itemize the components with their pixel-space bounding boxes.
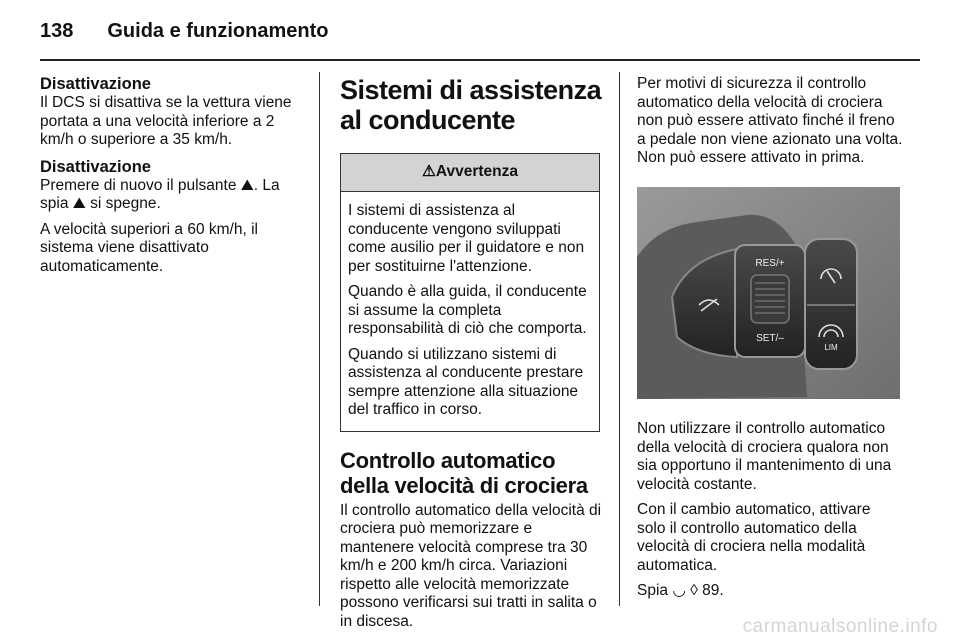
warning-header — [341, 154, 599, 192]
text-part-c: si spegne. — [90, 195, 161, 212]
text-part-b: . La spia — [40, 176, 280, 212]
hill-descent-icon: ⛰ — [240, 176, 254, 194]
page-header — [40, 14, 329, 48]
subheading-deactivation-2: Disattivazione — [40, 157, 151, 176]
warning-icon: ⚠ — [421, 163, 436, 181]
column-left — [40, 75, 306, 283]
page-reference-icon: ◊ — [690, 582, 698, 599]
column-divider-2 — [619, 72, 620, 606]
hill-descent-lamp-icon: ⛰ — [72, 195, 86, 212]
paragraph-indicator — [637, 582, 903, 601]
text-spia: Spia — [637, 582, 669, 599]
page-reference: 89. — [702, 582, 724, 599]
warning-paragraph-2: Quando è alla guida, il conducente si assume la completa responsabilità di ciò che comporta. — [348, 283, 587, 337]
column-right — [637, 75, 903, 608]
header-rule — [40, 59, 920, 61]
cruise-control-icon: ◡ — [672, 582, 686, 599]
res-label: RES/+ — [755, 257, 785, 269]
paragraph-safety: Per motivi di sicurezza il controllo automatico della velocità di crociera non può essere attivato finché il freno a pedale non viene azionato una volta. Non può essere attivato in prima. — [637, 75, 903, 166]
page-number: 138 — [40, 19, 74, 42]
section-title-cruise-control: Controllo automatico della velocità di crociera — [340, 447, 588, 498]
text-part-a: Premere di nuovo il pulsante — [40, 176, 237, 194]
section-title: Guida e funzionamento — [107, 19, 329, 42]
warning-body — [341, 192, 599, 431]
watermark: carmanualsonline.info — [742, 616, 938, 637]
paragraph-automatic-gearbox: Con il cambio automatico, attivare solo il controllo automatico della velocità di crociera nella modalità automatica. — [637, 501, 871, 574]
subheading-deactivation-1: Disattivazione — [40, 75, 151, 93]
paragraph-dcs-speed: Il DCS si disattiva se la vettura viene portata a una velocità inferiore a 2 km/h o superiore a 35 km/h. — [40, 94, 292, 148]
lim-label: LIM — [824, 342, 838, 352]
warning-paragraph-1: I sistemi di assistenza al conducente vengono sviluppati come ausilio per il guidatore e non per sostituirne l'attenzione. — [348, 202, 585, 275]
paragraph-constant-speed: Non utilizzare il controllo automatico della velocità di crociera qualora non sia opportuno il mantenimento di una velocità costante. — [637, 420, 892, 493]
chapter-title: Sistemi di assistenza al conducente — [340, 75, 602, 135]
column-divider-1 — [319, 72, 320, 606]
steering-wheel-controls-photo — [637, 187, 900, 399]
warning-label: Avvertenza — [435, 163, 519, 181]
set-label: SET/– — [756, 332, 784, 344]
paragraph-auto-deactivation: A velocità superiori a 60 km/h, il sistema viene disattivato automaticamente. — [40, 220, 258, 275]
warning-box — [340, 153, 600, 432]
paragraph-cruise-control: Il controllo automatico della velocità di crociera può memorizzare e mantenere velocità comprese tra 30 km/h e 200 km/h circa. Variazioni rispetto alle velocità memorizzate possono verificarsi sui tratti in salita o in discesa. — [340, 501, 602, 630]
paragraph-press-button — [40, 177, 306, 214]
column-middle — [340, 75, 604, 638]
warning-paragraph-3: Quando si utilizzano sistemi di assistenza al conducente prestare sempre attenzione alla situazione del traffico in corso. — [348, 345, 584, 418]
